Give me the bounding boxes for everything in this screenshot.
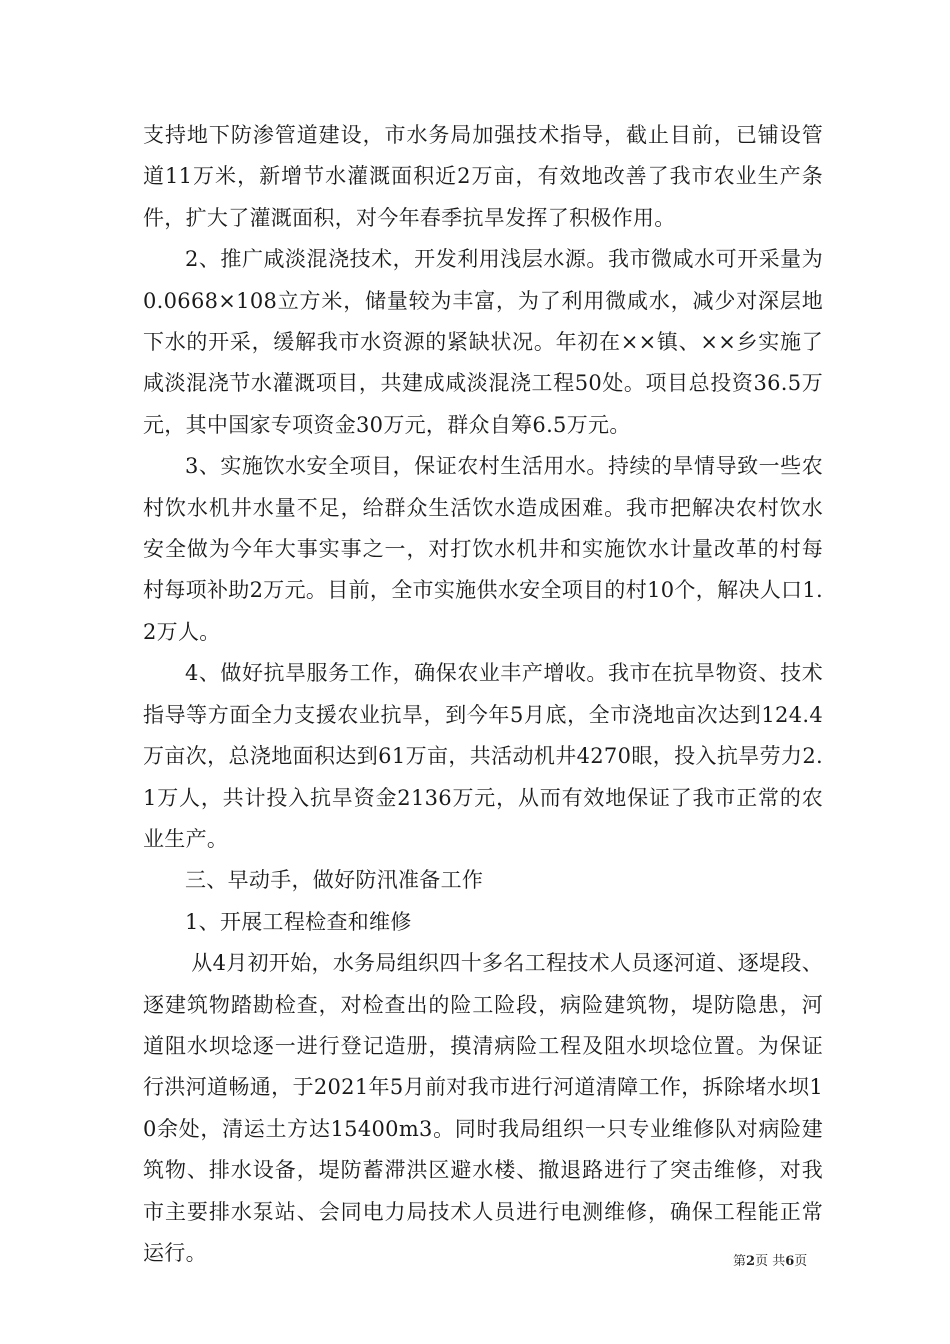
document-body <box>143 115 823 1274</box>
paragraph-item-2: 2、推广咸淡混浇技术，开发利用浅层水源。我市微咸水可开采量为0.0668×108立方米，储量较为丰富，为了利用微咸水，减少对深层地下水的开采，缓解我市水资源的紧缺状况。年初在××镇、××乡实施了咸淡混浇节水灌溉项目，共建成咸淡混浇工程50处。项目总投资36.5万元，其中国家专项资金30万元，群众自筹6.5万元。 <box>143 247 823 437</box>
footer-suffix: 页 <box>794 1254 808 1269</box>
paragraph-item-3: 3、实施饮水安全项目，保证农村生活用水。持续的旱情导致一些农村饮水机井水量不足，给群众生活饮水造成困难。我市把解决农村饮水安全做为今年大事实事之一，对打饮水机井和实施饮水计量改革的村每村每项补助2万元。目前，全市实施供水安全项目的村10个，解决人口1.2万人。 <box>143 454 823 644</box>
footer-middle: 页 共 <box>755 1254 786 1269</box>
paragraph-inspection: 从4月初开始，水务局组织四十多名工程技术人员逐河道、逐堤段、逐建筑物踏勘检查，对检查出的险工险段，病险建筑物，堤防隐患，河道阻水坝埝逐一进行登记造册，摸清病险工程及阻水坝埝位置。为保证行洪河道畅通，于2021年5月前对我市进行河道清障工作，拆除堵水坝10余处，清运土方达15400m3。同时我局组织一只专业维修队对病险建筑物、排水设备，堤防蓄滞洪区避水楼、撤退路进行了突击维修，对我市主要排水泵站、会同电力局技术人员进行电测维修，确保工程能正常运行。 <box>143 951 823 1265</box>
paragraph-item-4: 4、做好抗旱服务工作，确保农业丰产增收。我市在抗旱物资、技术指导等方面全力支援农业抗旱，到今年5月底，全市浇地亩次达到124.4万亩次，总浇地面积达到61万亩，共活动机井4270眼，投入抗旱劳力2.1万人，共计投入抗旱资金2136万元，从而有效地保证了我市正常的农业生产。 <box>143 661 823 851</box>
footer-prefix: 第 <box>733 1254 747 1269</box>
subsection-heading-1: 1、开展工程检查和维修 <box>185 909 412 934</box>
page-footer <box>733 1250 807 1269</box>
paragraph-continuation: 支持地下防渗管道建设，市水务局加强技术指导，截止目前，已铺设管道11万米，新增节水灌溉面积近2万亩，有效地改善了我市农业生产条件，扩大了灌溉面积，对今年春季抗旱发挥了积极作用。 <box>143 123 823 230</box>
total-page-number: 6 <box>785 1254 795 1269</box>
section-heading-3: 三、早动手，做好防汛准备工作 <box>185 868 484 893</box>
current-page-number: 2 <box>746 1254 756 1269</box>
